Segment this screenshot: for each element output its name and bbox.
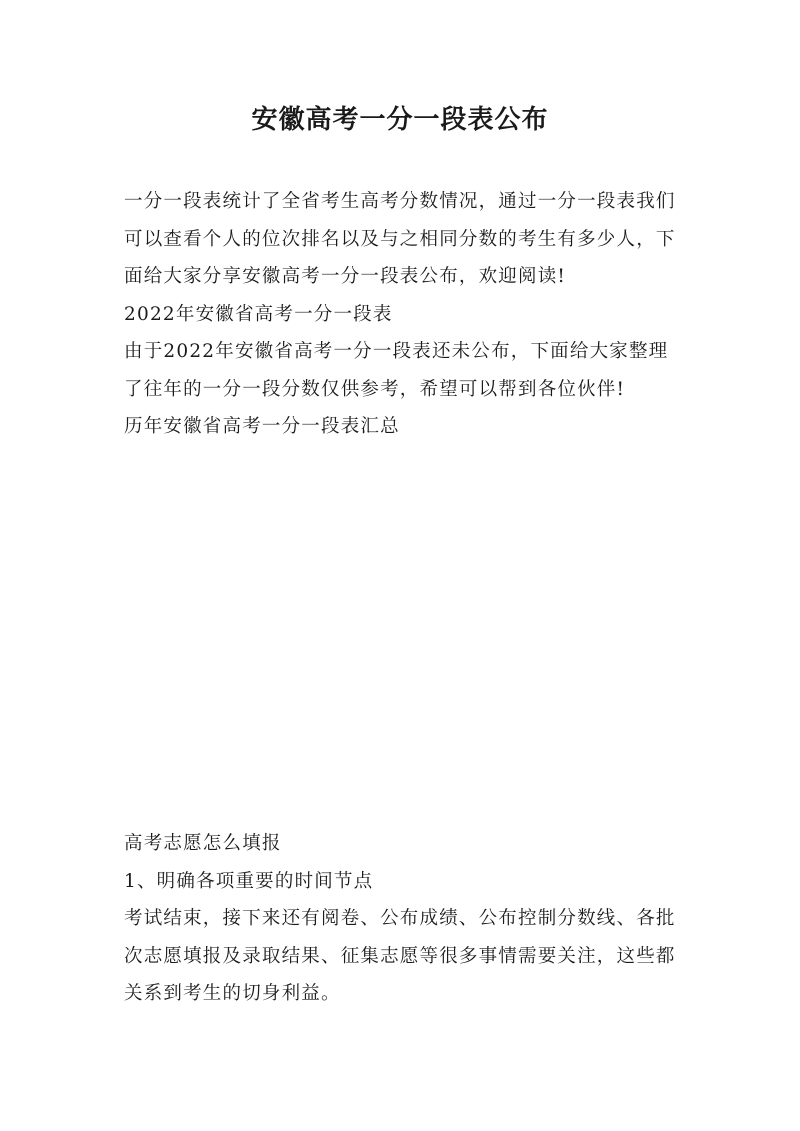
subheading-history-summary: 历年安徽省高考一分一段表汇总 bbox=[124, 416, 400, 437]
step-paragraph-1: 考试结束，接下来还有阅卷、公布成绩、公布控制分数线、各批次志愿填报及录取结果、征集志愿等很多事情需要关注，这些都关系到考生的切身利益。 bbox=[124, 908, 676, 1004]
body-section-bottom bbox=[124, 825, 684, 1013]
document-title: 安徽高考一分一段表公布 bbox=[251, 105, 549, 135]
note-paragraph: 由于2022年安徽省高考一分一段表还未公布，下面给大家整理了往年的一分一段分数仅供参考，希望可以帮到各位伙伴! bbox=[124, 341, 669, 400]
step-heading-1: 1、明确各项重要的时间节点 bbox=[124, 870, 374, 892]
blank-space bbox=[124, 530, 684, 810]
subheading-2022-table: 2022年安徽省高考一分一段表 bbox=[124, 303, 393, 325]
subheading-how-to-apply: 高考志愿怎么填报 bbox=[124, 833, 282, 854]
body-section-top bbox=[124, 183, 684, 446]
intro-paragraph: 一分一段表统计了全省考生高考分数情况，通过一分一段表我们可以查看个人的位次排名以及与之相同分数的考生有多少人，下面给大家分享安徽高考一分一段表公布，欢迎阅读! bbox=[124, 191, 676, 287]
